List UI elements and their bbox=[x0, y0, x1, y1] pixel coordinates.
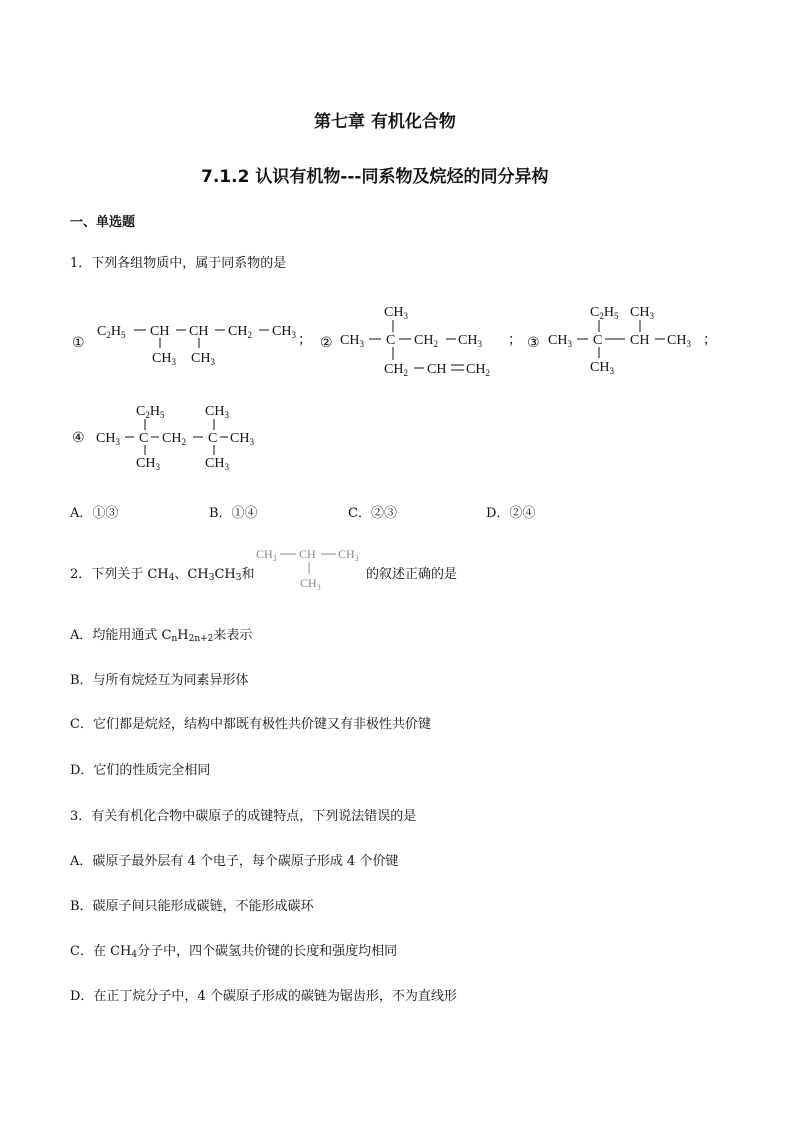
svg-text:CH3: $CH_3$ bbox=[458, 333, 482, 349]
lesson-title: 7.1.2 认识有机物---同系物及烷烃的同分异构 bbox=[201, 167, 549, 187]
svg-text:C: C bbox=[139, 431, 149, 446]
svg-text:CH: CH bbox=[150, 324, 170, 339]
svg-text:CH: CH bbox=[427, 362, 447, 377]
q1-label-4: ④ bbox=[72, 431, 85, 446]
svg-text:C2H5: $C_2H_5$ bbox=[136, 404, 165, 420]
q3-option-c[interactable]: C．在 $CH_4$分子中，四个碳氢共价键的长度和强度均相同 bbox=[70, 944, 398, 960]
svg-text:CH3: $CH_3$ bbox=[230, 431, 254, 447]
q3-option-a[interactable]: A．碳原子最外层有 4 个电子，每个碳原子形成 4 个价键 bbox=[70, 854, 399, 869]
q1-option-a[interactable]: A．①③ bbox=[70, 506, 119, 521]
q2-stem-end: 的叙述正确的是 bbox=[366, 567, 458, 582]
svg-text:CH2: $CH_2$ bbox=[466, 362, 490, 378]
q3-stem: 3．有关有机化合物中碳原子的成键特点，下列说法错误的是 bbox=[70, 809, 417, 824]
q1-label-2: ② bbox=[320, 336, 333, 351]
svg-text:CH3: $CH_3$ bbox=[272, 324, 296, 340]
svg-text:C: C bbox=[208, 431, 218, 446]
svg-text:CH3: $CH_3$ bbox=[256, 547, 277, 563]
svg-text:CH3: $CH_3$ bbox=[152, 351, 176, 367]
svg-text:CH: CH bbox=[630, 333, 650, 348]
svg-text:CH: CH bbox=[189, 324, 209, 339]
q2-option-d[interactable]: D．它们的性质完全相同 bbox=[70, 763, 211, 778]
svg-text:CH3: $CH_3$ bbox=[191, 351, 215, 367]
q2-option-a[interactable]: A．均能用通式 $C_nH_{2n+2}$来表示 bbox=[70, 628, 253, 644]
svg-text:CH2: $CH_2$ bbox=[384, 362, 408, 378]
svg-text:CH3: $CH_3$ bbox=[205, 456, 229, 472]
svg-text:CH3: $CH_3$ bbox=[384, 305, 408, 321]
svg-text:CH3: $CH_3$ bbox=[136, 456, 160, 472]
svg-text:CH3: $CH_3$ bbox=[96, 431, 120, 447]
svg-text:C: C bbox=[593, 333, 603, 348]
svg-text:CH3: $CH_3$ bbox=[548, 333, 572, 349]
q1-option-b[interactable]: B．①④ bbox=[209, 506, 258, 521]
q2-option-c[interactable]: C．它们都是烷烃，结构中都既有极性共价键又有非极性共价键 bbox=[70, 717, 431, 732]
svg-text:C: C bbox=[386, 333, 396, 348]
q2-stem: 2．下列关于 $CH_4$、$CH_3CH_3$和 bbox=[70, 567, 255, 583]
svg-text:CH2: $CH_2$ bbox=[162, 431, 186, 447]
svg-text:CH3: $CH_3$ bbox=[590, 360, 614, 376]
q1-mol1-c2h5: $C_2H_5$ bbox=[97, 324, 126, 340]
q1-stem: 1．下列各组物质中，属于同系物的是 bbox=[70, 256, 287, 271]
section-title: 一、单选题 bbox=[70, 215, 136, 230]
q2-option-b[interactable]: B．与所有烷烃互为同素异形体 bbox=[70, 673, 249, 688]
q1-label-3: ③ bbox=[527, 336, 540, 351]
svg-text:CH2: $CH_2$ bbox=[414, 333, 438, 349]
svg-text:C2H5: $C_2H_5$ bbox=[590, 305, 619, 321]
q1-sep-2: ； bbox=[508, 333, 522, 348]
svg-text:CH3: $CH_3$ bbox=[300, 576, 321, 592]
q2-isobutane-structure bbox=[252, 540, 367, 595]
q1-sep-3: ； bbox=[703, 333, 717, 348]
q3-option-b[interactable]: B．碳原子间只能形成碳链，不能形成碳环 bbox=[70, 899, 314, 914]
q1-option-d[interactable]: D．②④ bbox=[486, 506, 536, 521]
q1-sep-1: ； bbox=[298, 333, 312, 348]
q3-option-d[interactable]: D．在正丁烷分子中，4 个碳原子形成的碳链为锯齿形，不为直线形 bbox=[70, 989, 457, 1004]
svg-text:CH3: $CH_3$ bbox=[340, 333, 364, 349]
chapter-title: 第七章 有机化合物 bbox=[314, 112, 456, 132]
svg-text:CH3: $CH_3$ bbox=[338, 547, 359, 563]
svg-text:CH3: $CH_3$ bbox=[205, 404, 229, 420]
svg-text:CH2: $CH_2$ bbox=[228, 324, 252, 340]
svg-text:CH3: $CH_3$ bbox=[667, 333, 691, 349]
q1-label-1: ① bbox=[72, 336, 85, 351]
q1-option-c[interactable]: C．②③ bbox=[348, 506, 397, 521]
q1-structures bbox=[0, 290, 794, 480]
svg-text:CH: CH bbox=[299, 547, 316, 561]
svg-text:CH3: $CH_3$ bbox=[630, 305, 654, 321]
